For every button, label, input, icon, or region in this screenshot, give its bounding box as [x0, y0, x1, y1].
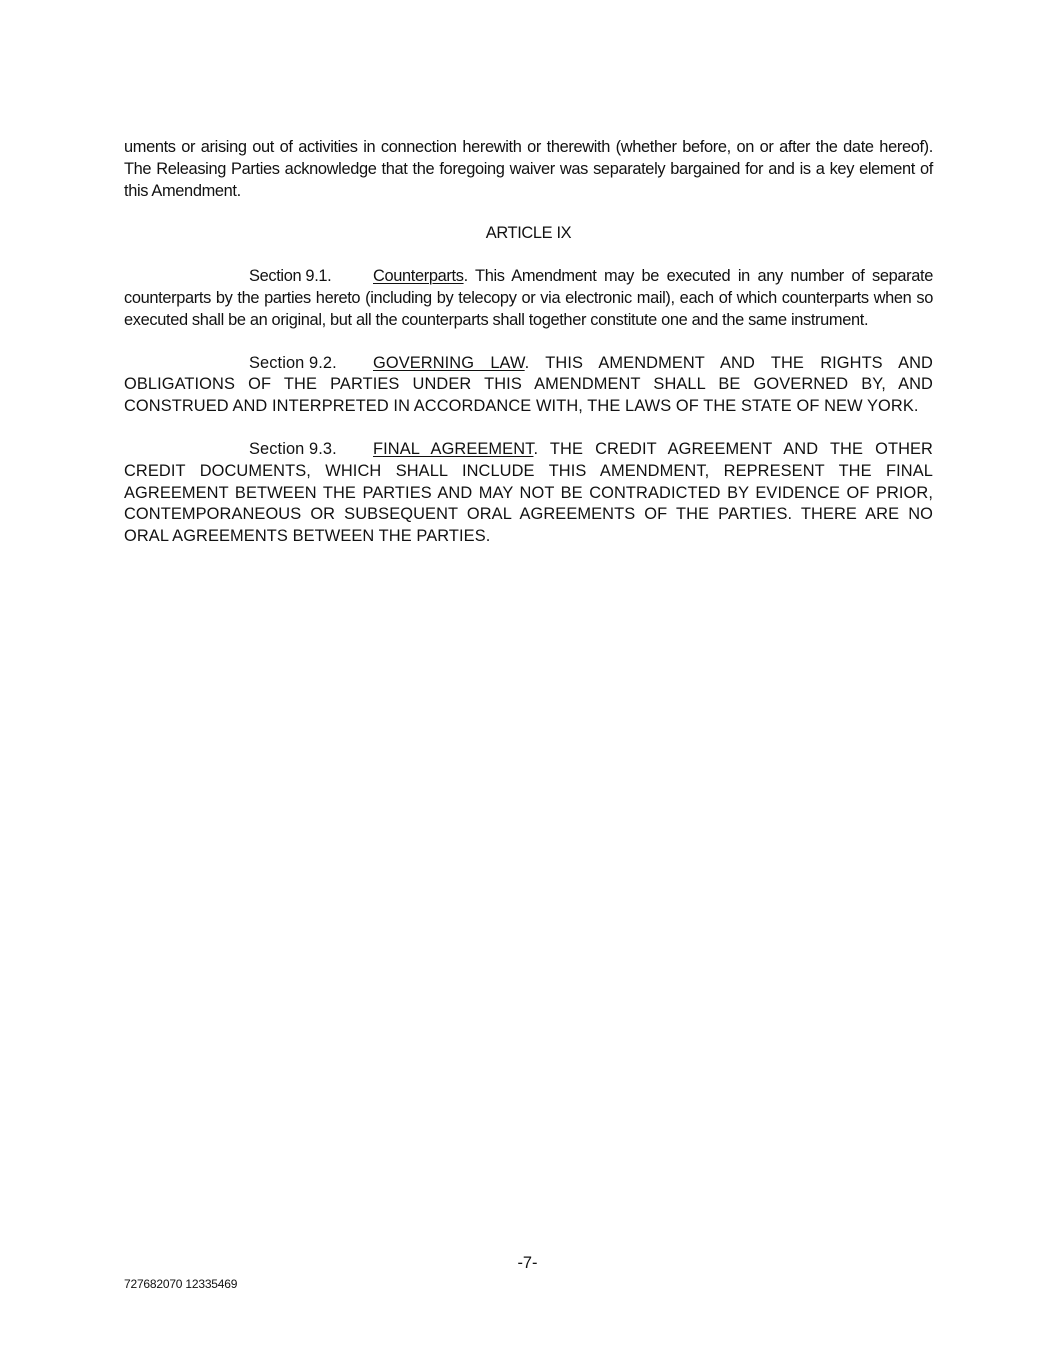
section-number: Section 9.3. — [249, 439, 337, 458]
section-number: Section 9.1. — [249, 267, 332, 286]
section-9-2 — [124, 353, 933, 418]
section-title: FINAL AGREEMENT — [373, 439, 534, 458]
document-id: 727682070 12335469 — [124, 1277, 238, 1291]
document-page — [124, 137, 933, 569]
section-body: . THIS AMENDMENT AND THE RIGHTS AND OBLIGATIONS OF THE PARTIES UNDER THIS AMENDMENT SHALL BE GOVERNED BY, AND CONSTRUED AND INTERPRETED IN ACCORDANCE WITH, THE LAWS OF THE STATE OF NEW YORK. — [124, 353, 933, 416]
section-number: Section 9.2. — [249, 353, 337, 372]
article-heading: ARTICLE IX — [485, 224, 572, 243]
section-9-1 — [124, 266, 933, 331]
section-body: . THE CREDIT AGREEMENT AND THE OTHER CREDIT DOCUMENTS, WHICH SHALL INCLUDE THIS AMENDMENT, REPRESENT THE FINAL AGREEMENT BETWEEN THE PARTIES AND MAY NOT BE CONTRADICTED BY EVIDENCE OF PRIOR, CONTEMPORANEOUS OR SUBSEQUENT ORAL AGREEMENTS OF THE PARTIES. THERE ARE NO ORAL AGREEMENTS BETWEEN THE PARTIES. — [124, 439, 933, 546]
section-9-3 — [124, 439, 933, 548]
section-title: Counterparts — [373, 267, 464, 286]
page-number: -7- — [517, 1254, 538, 1272]
section-body: . This Amendment may be executed in any number of separate counterparts by the parties hereto (including by telecopy or via electronic mail), each of which counterparts when so executed shall be an original, but all the counterparts shall together constitute one and the same instrument. — [124, 267, 933, 329]
intro-paragraph: uments or arising out of activities in connection herewith or therewith (whether before, on or after the date hereof). The Releasing Parties acknowledge that the foregoing waiver was separately bargained for and is a key element of this Amendment. — [124, 138, 933, 200]
section-title: GOVERNING LAW — [373, 353, 525, 372]
